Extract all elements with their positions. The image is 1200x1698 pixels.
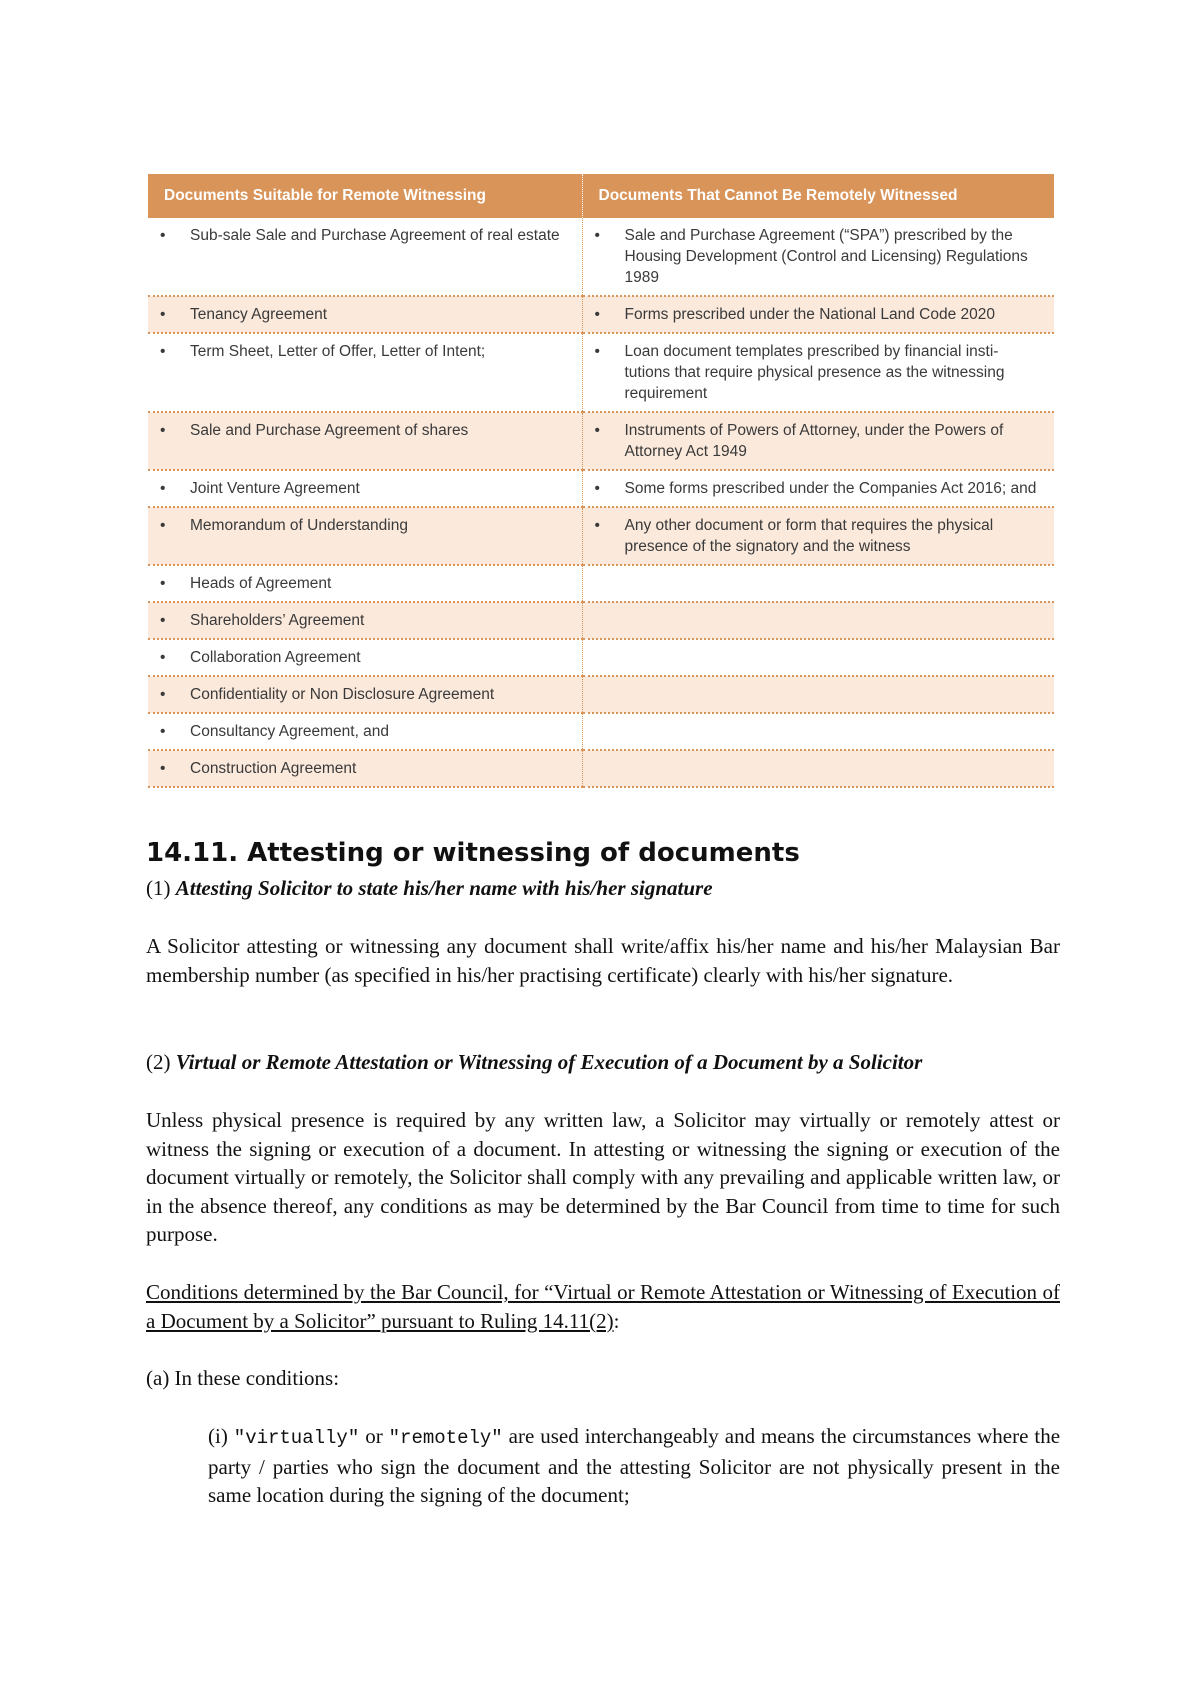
table-row (148, 713, 1054, 750)
paragraph-2: Unless physical presence is required by any written law, a Solicitor may virtually or remotely attest or witness the signing or execution of a document. In attesting or witnessing the signing or execution of the document virtually or remotely, the Solicitor shall comply with any prevailing and applicable written law, or in the absence thereof, any conditions as may be determined by the Bar Council from time to time for such purpose. (146, 1108, 1060, 1246)
cell-suitable (148, 470, 582, 507)
list-item (158, 341, 568, 362)
bullet-icon: • (160, 422, 166, 439)
cell-suitable (148, 218, 582, 296)
cell-suitable (148, 565, 582, 602)
item-text: Sale and Purchase Agreement (“SPA”) prescribed by the Housing Development (Control and Licensing) Regulations 1989 (624, 227, 1028, 286)
item-i (208, 1422, 1060, 1510)
cell-suitable (148, 713, 582, 750)
item-text: Instruments of Powers of Attorney, under the Powers of Attorney Act 1949 (624, 422, 1004, 460)
list-item (158, 225, 568, 246)
cell-suitable (148, 507, 582, 565)
cell-suitable (148, 676, 582, 713)
cell-suitable (148, 333, 582, 412)
item-text: Some forms prescribed under the Companies Act 2016; and (624, 480, 1037, 497)
item-i-number: (i) (208, 1424, 228, 1448)
cell-not-suitable (582, 602, 1054, 639)
conditions-colon: : (613, 1308, 620, 1333)
cell-suitable (148, 602, 582, 639)
list-item (593, 304, 1041, 325)
item-text: Any other document or form that requires the physical presence of the signatory and the witness (624, 517, 994, 555)
table-row (148, 602, 1054, 639)
cell-not-suitable (582, 470, 1054, 507)
cell-not-suitable (582, 218, 1054, 296)
item-text: Term Sheet, Letter of Offer, Letter of Intent; (190, 343, 486, 360)
item-text: Confidentiality or Non Disclosure Agreement (190, 686, 495, 703)
bullet-icon: • (594, 517, 600, 534)
list-item (158, 573, 568, 594)
subsection-1-title (146, 874, 1066, 903)
item-text: Sub-sale Sale and Purchase Agreement of real estate (190, 227, 560, 244)
subsection-1-number: (1) (146, 876, 171, 900)
list-item (158, 684, 568, 705)
list-item (158, 515, 568, 536)
bullet-icon: • (160, 575, 166, 592)
cell-not-suitable (582, 565, 1054, 602)
bullet-icon: • (160, 343, 166, 360)
table-row (148, 676, 1054, 713)
table-row (148, 470, 1054, 507)
table-row (148, 507, 1054, 565)
item-text: Forms prescribed under the National Land Code 2020 (624, 306, 996, 323)
item-text: Joint Venture Agreement (190, 480, 360, 497)
list-item (158, 647, 568, 668)
item-text: Memorandum of Understanding (190, 517, 408, 534)
cell-not-suitable (582, 507, 1054, 565)
item-text: Collaboration Agreement (190, 649, 361, 666)
conditions-heading (146, 1278, 1060, 1335)
table-row (148, 750, 1054, 787)
cell-suitable (148, 750, 582, 787)
cell-not-suitable (582, 333, 1054, 412)
cell-suitable (148, 412, 582, 470)
paragraph-1: A Solicitor attesting or witnessing any document shall write/affix his/her name and his/her Malaysian Bar membership number (as specified in his/her practising certificate) clearly with his/her signature. (146, 934, 1060, 987)
table-body (148, 218, 1054, 787)
cell-suitable (148, 639, 582, 676)
item-text: Tenancy Agreement (190, 306, 328, 323)
bullet-icon: • (594, 422, 600, 439)
list-item (593, 420, 1041, 462)
list-item (158, 758, 568, 779)
section-heading: 14.11. Attesting or witnessing of documents (146, 838, 800, 868)
item-text: Shareholders’ Agreement (190, 612, 365, 629)
bullet-icon: • (594, 480, 600, 497)
bullet-icon: • (160, 306, 166, 323)
table-row (148, 333, 1054, 412)
bullet-icon: • (160, 686, 166, 703)
item-i-text: are used interchangeably and means the circumstances where the party / parties who sign the document and the attesting Solicitor are not physically present in the same location during the signing of the document; (208, 1424, 1061, 1507)
list-item (158, 478, 568, 499)
list-item (593, 225, 1041, 288)
bullet-icon: • (594, 306, 600, 323)
cell-not-suitable (582, 713, 1054, 750)
item-i-virtually: "virtually" (233, 1427, 360, 1449)
table-header-row (148, 174, 1054, 218)
cell-not-suitable (582, 750, 1054, 787)
cell-not-suitable (582, 676, 1054, 713)
header-suitable: Documents Suitable for Remote Witnessing (148, 174, 582, 218)
list-item (158, 610, 568, 631)
item-text: Consultancy Agreement, and (190, 723, 390, 740)
subsection-2-heading: Virtual or Remote Attestation or Witnessing of Execution of a Document by a Solicitor (175, 1050, 923, 1074)
cell-not-suitable (582, 639, 1054, 676)
item-text: Sale and Purchase Agreement of shares (190, 422, 469, 439)
bullet-icon: • (160, 649, 166, 666)
item-i-remotely: "remotely" (388, 1427, 503, 1449)
table-row (148, 412, 1054, 470)
list-item (158, 304, 568, 325)
item-a: (a) In these conditions: (146, 1366, 340, 1390)
item-text: Loan document templates prescribed by financial insti-tutions that require physical presence as the witnessing requirement (624, 343, 1005, 402)
bullet-icon: • (160, 723, 166, 740)
conditions-heading-text: Conditions determined by the Bar Council, for “Virtual or Remote Attestation or Witnessing of Execution of a Document by a Solicitor” pursuant to Ruling 14.11(2) (146, 1280, 1060, 1333)
table-row (148, 639, 1054, 676)
list-item (158, 420, 568, 441)
cell-suitable (148, 296, 582, 333)
header-not-suitable: Documents That Cannot Be Remotely Witnessed (582, 174, 1054, 218)
subsection-1-heading: Attesting Solicitor to state his/her name with his/her signature (175, 876, 713, 900)
subsection-2-number: (2) (146, 1050, 171, 1074)
list-item (593, 515, 1041, 557)
table-row (148, 565, 1054, 602)
list-item (158, 721, 568, 742)
cell-not-suitable (582, 412, 1054, 470)
bullet-icon: • (594, 343, 600, 360)
cell-not-suitable (582, 296, 1054, 333)
bullet-icon: • (594, 227, 600, 244)
bullet-icon: • (160, 480, 166, 497)
bullet-icon: • (160, 760, 166, 777)
bullet-icon: • (160, 612, 166, 629)
list-item (593, 341, 1041, 404)
table-row (148, 218, 1054, 296)
remote-witnessing-table (148, 174, 1054, 788)
subsection-2-title (146, 1048, 1086, 1077)
item-text: Construction Agreement (190, 760, 357, 777)
item-i-or: or (365, 1424, 383, 1448)
bullet-icon: • (160, 517, 166, 534)
bullet-icon: • (160, 227, 166, 244)
item-text: Heads of Agreement (190, 575, 332, 592)
table-row (148, 296, 1054, 333)
list-item (593, 478, 1041, 499)
